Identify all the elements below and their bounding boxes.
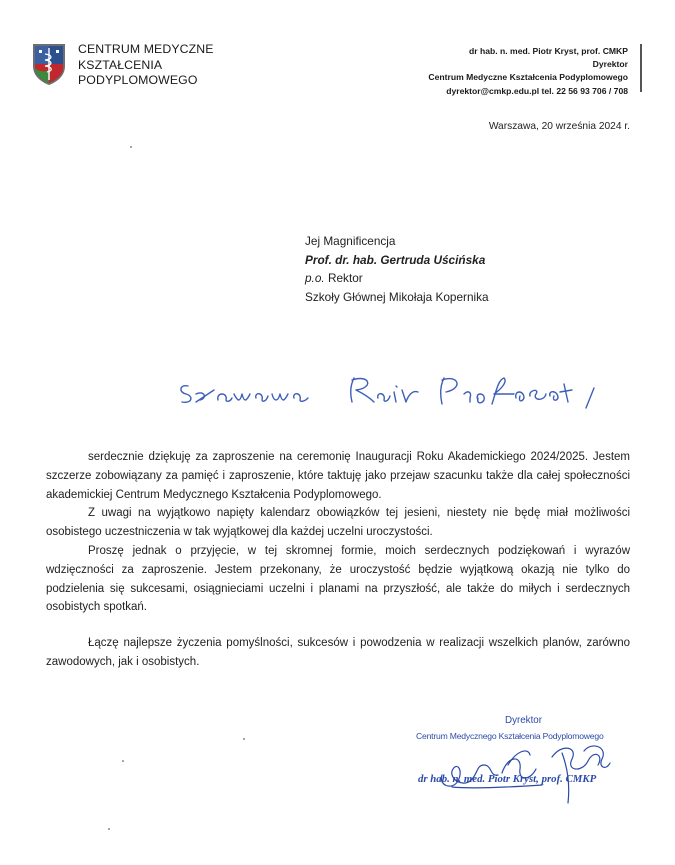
scan-speck bbox=[122, 760, 124, 762]
scan-speck bbox=[130, 146, 132, 148]
recipient-role-line bbox=[305, 269, 489, 288]
recipient-name: Prof. dr. hab. Gertruda Uścińska bbox=[305, 252, 486, 267]
recipient-title: Jej Magnificencja bbox=[305, 234, 396, 248]
org-name-line: KSZTAŁCENIA bbox=[78, 57, 163, 72]
closing-paragraph: Łączę najlepsze życzenia pomyślności, sukcesów i powodzenia w realizacji wszelkich planów, zarówno zawodowych, jak i osobistych. bbox=[46, 637, 630, 668]
recipient-role: Rektor bbox=[327, 271, 363, 286]
sender-org: Centrum Medyczne Kształcenia Podyplomowego bbox=[428, 72, 628, 83]
body-paragraph: serdecznie dziękuję za zaproszenie na ceremonię Inauguracji Roku Akademickiego 2024/2025. Jestem szczerze zobowiązany za pamięć i zaproszenie, które taktuję jako przejaw szacunku także dla całej społeczności akademickiej Centrum Medycznego Kształcenia Podyplomowego. bbox=[46, 451, 630, 501]
recipient-block bbox=[305, 232, 489, 306]
signature-org: Centrum Medycznego Kształcenia Podyplomowego bbox=[416, 731, 604, 741]
sender-contact: dyrektor@cmkp.edu.pl tel. 22 56 93 706 / 708 bbox=[446, 85, 628, 96]
letter-date: Warszawa, 20 września 2024 r. bbox=[488, 121, 630, 132]
signature-title: Dyrektor bbox=[505, 715, 543, 726]
recipient-institution: Szkoły Głównej Mikołaja Kopernika bbox=[305, 289, 489, 304]
sender-title: Dyrektor bbox=[592, 59, 628, 70]
cmkp-logo-icon bbox=[31, 42, 67, 86]
org-name-line: CENTRUM MEDYCZNE bbox=[78, 42, 214, 56]
signature-stamp bbox=[412, 715, 632, 805]
recipient-role-prefix: p.o. bbox=[305, 271, 325, 286]
sender-block bbox=[428, 45, 628, 98]
signature-name: dr hab. n. med. Piotr Kryst, prof. CMKP bbox=[418, 773, 597, 785]
org-name-line: PODYPLOMOWEGO bbox=[78, 73, 198, 87]
body-paragraph: Z uwagi na wyjątkowo napięty kalendarz obowiązków tej jesieni, niestety nie będę miał możliwości osobistego uczestniczenia w tak wyjątkowej dla każdej uczelni uroczystości. bbox=[46, 507, 630, 539]
header-divider bbox=[640, 44, 642, 92]
handwritten-signature bbox=[412, 725, 632, 805]
scan-speck bbox=[243, 738, 245, 740]
handwritten-salutation bbox=[174, 368, 604, 418]
body-paragraph: Proszę jednak o przyjęcie, w tej skromnej formie, moich serdecznych podziękowań i wyrazów wdzięczności za zaproszenie. Jestem przekonany, że uroczystość będzie wyjątkową okazją nie tylko do podzielenia się sukcesami, osiągnieciami uczelni i planami na przyszłość, ale także do miłych i serdecznych osobistych spotkań. bbox=[46, 544, 630, 614]
scan-speck bbox=[108, 828, 110, 830]
organization-name bbox=[78, 42, 214, 89]
sender-name: dr hab. n. med. Piotr Kryst, prof. CMKP bbox=[469, 46, 628, 56]
letter-body bbox=[46, 448, 630, 672]
